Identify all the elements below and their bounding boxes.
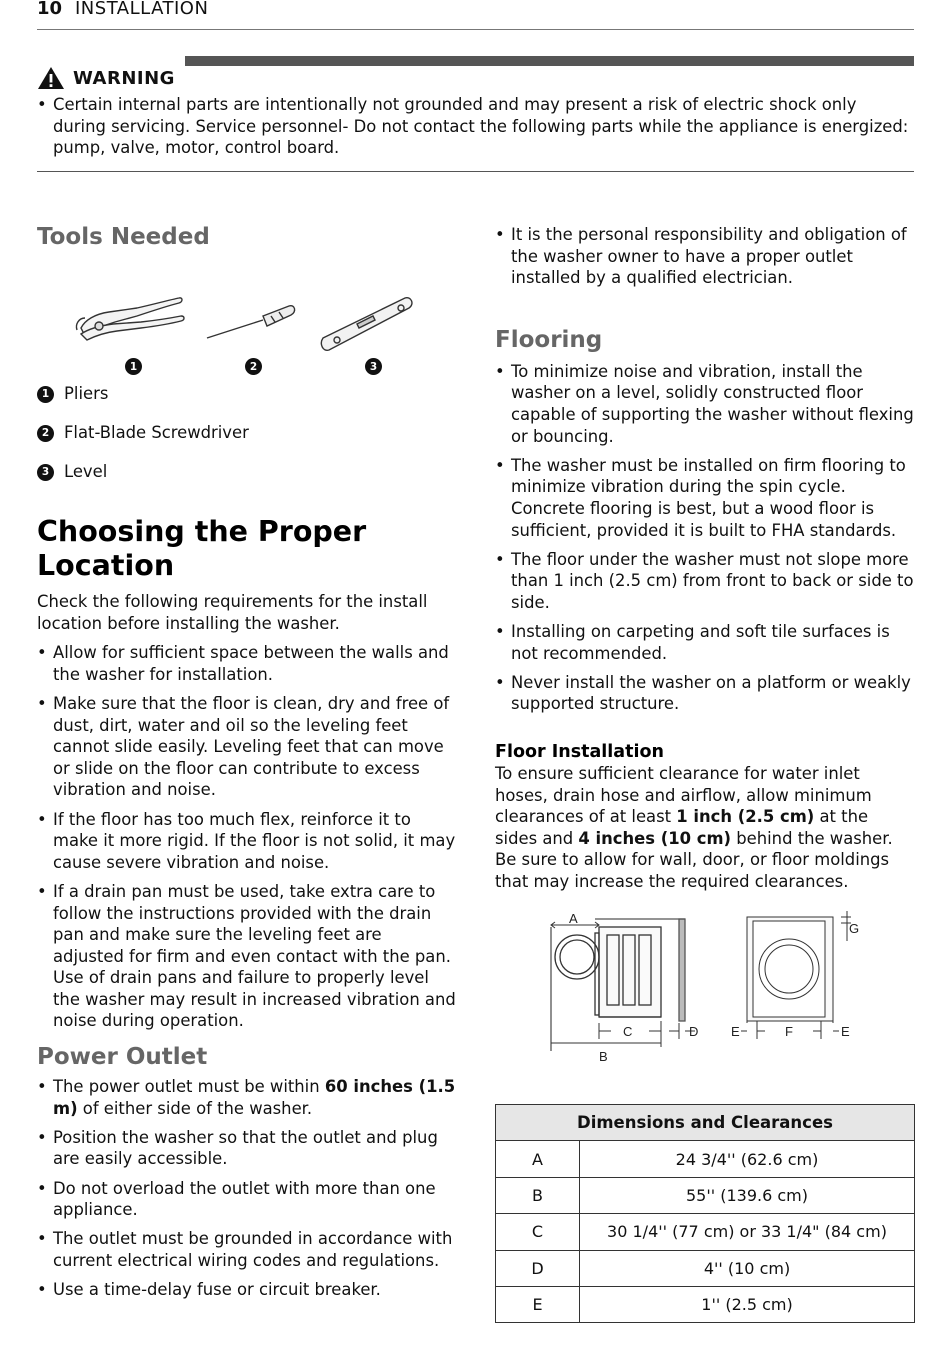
warning-triangle-icon xyxy=(37,66,65,90)
tools-title: Tools Needed xyxy=(37,224,210,250)
dimension-key: A xyxy=(496,1141,580,1177)
rear-clearance: 4 inches (10 cm) xyxy=(578,828,732,848)
power-bullet-text: of either side of the washer. xyxy=(77,1098,313,1118)
warning-label: WARNING xyxy=(73,67,175,89)
power-continued-list xyxy=(495,224,915,289)
label-b: B xyxy=(599,1048,608,1064)
flooring-bullet: • The washer must be installed on firm flooring to minimize vibration during the spin cycle. Concrete flooring is best, but a wood floor is sufficient, provided it is built to FHA standards. xyxy=(495,455,915,541)
dimension-lines xyxy=(551,911,851,1047)
location-list xyxy=(37,642,457,1032)
left-column xyxy=(37,222,457,1308)
tool-label: Level xyxy=(64,462,108,481)
tools-list xyxy=(37,383,457,483)
floor-install-text-part: behind the washer. Be sure to allow for wall, door, or floor moldings that may increase the required clearances. xyxy=(495,828,893,892)
location-bullet: • If the floor has too much flex, reinforce it to make it more rigid. If the floor is not solid, it may cause severe vibration and noise. xyxy=(37,809,457,874)
page-header xyxy=(37,0,914,30)
tool-item xyxy=(37,461,457,483)
level-icon xyxy=(321,298,412,351)
screwdriver-icon xyxy=(207,306,295,338)
dimension-value: 4'' (10 cm) xyxy=(580,1250,915,1286)
power-bullet: • Use a time-delay fuse or circuit breaker. xyxy=(37,1279,457,1301)
tool-item xyxy=(37,383,457,405)
label-c: C xyxy=(623,1023,633,1039)
page-number: 10 xyxy=(37,0,63,19)
dimension-value: 30 1/4'' (77 cm) or 33 1/4" (84 cm) xyxy=(580,1214,915,1250)
floor-install-text xyxy=(495,763,915,893)
tool-badge-2: 2 xyxy=(245,358,262,375)
flooring-bullet: • The floor under the washer must not slope more than 1 inch (2.5 cm) from front to back or side to side. xyxy=(495,549,915,614)
tool-item xyxy=(37,422,457,444)
label-g: G xyxy=(849,920,860,936)
flooring-list xyxy=(495,361,915,715)
dimension-key: C xyxy=(496,1214,580,1250)
flooring-title: Flooring xyxy=(495,326,603,353)
power-bullet: • Do not overload the outlet with more than one appliance. xyxy=(37,1178,457,1221)
dimension-value: 55'' (139.6 cm) xyxy=(580,1177,915,1213)
tool-number: 1 xyxy=(37,386,54,403)
table-row xyxy=(496,1286,915,1322)
floor-install-title: Floor Installation xyxy=(495,742,664,763)
warning-heading xyxy=(37,66,175,90)
dimension-key: E xyxy=(496,1286,580,1322)
location-bullet: • If a drain pan must be used, take extra care to follow the instructions provided with the drain pan and make sure the leveling feet are adjusted for firm and even contact with the pan. Use of drain pans and failure to properly level the washer may result in increased vibration and noise during operation. xyxy=(37,881,457,1032)
power-list xyxy=(37,1076,457,1301)
dimensions-table xyxy=(495,1104,915,1323)
location-bullet: • Allow for sufficient space between the walls and the washer for installation. xyxy=(37,642,457,685)
side-view-washer xyxy=(551,919,685,1051)
floor-install-text-part: To ensure sufficient clearance for water inlet hoses, drain hose and airflow, allow minimum clearances of at least xyxy=(495,764,872,827)
power-bullet-text: The power outlet must be within xyxy=(53,1077,325,1097)
floor-install-text-part: at the sides and xyxy=(495,807,869,848)
label-e2: E xyxy=(841,1023,850,1039)
location-bullet: • Make sure that the floor is clean, dry and free of dust, dirt, water and oil so the leveling feet cannot slide easily. Leveling feet that can move or slide on the floor can contribute to excess vibration and noise. xyxy=(37,693,457,801)
tool-label: Pliers xyxy=(64,384,109,403)
label-d: D xyxy=(689,1023,699,1039)
tool-badge-1: 1 xyxy=(125,358,142,375)
power-title: Power Outlet xyxy=(37,1044,208,1071)
power-bullet: • Position the washer so that the outlet and plug are easily accessible. xyxy=(37,1127,457,1170)
label-f: F xyxy=(785,1023,793,1039)
power-distance: 60 inches (1.5 m) xyxy=(53,1077,456,1118)
table-title: Dimensions and Clearances xyxy=(496,1105,915,1141)
flooring-bullet: • To minimize noise and vibration, install the washer on a level, solidly constructed floor capable of supporting the washer without flexing or bouncing. xyxy=(495,361,915,447)
power-bullet: • It is the personal responsibility and obligation of the washer owner to have a proper outlet installed by a qualified electrician. xyxy=(495,224,915,289)
warning-text: • Certain internal parts are intentionally not grounded and may present a risk of electric shock only during servicing. Service personnel- Do not contact the following parts while the appliance is energized: pump, valve, motor, control board. xyxy=(37,94,914,159)
warning-list xyxy=(37,94,914,166)
table-row xyxy=(496,1250,915,1286)
tool-number: 2 xyxy=(37,425,54,442)
warning-box xyxy=(37,56,914,172)
table-header-row xyxy=(496,1105,915,1141)
right-column xyxy=(495,224,915,1071)
location-intro: Check the following requirements for the install location before installing the washer. xyxy=(37,592,428,633)
label-e1: E xyxy=(731,1023,740,1039)
power-bullet: • The outlet must be grounded in accordance with current electrical wiring codes and regulations. xyxy=(37,1228,457,1271)
location-title: Choosing the Proper Location xyxy=(37,515,367,582)
power-bullet xyxy=(37,1076,457,1119)
dimension-value: 1'' (2.5 cm) xyxy=(580,1286,915,1322)
dimension-key: B xyxy=(496,1177,580,1213)
warning-bar xyxy=(185,56,914,66)
table-row xyxy=(496,1141,915,1177)
flooring-bullet: • Installing on carpeting and soft tile surfaces is not recommended. xyxy=(495,621,915,664)
tools-illustration xyxy=(37,258,457,373)
table-row xyxy=(496,1177,915,1213)
table-row xyxy=(496,1214,915,1250)
section-title: INSTALLATION xyxy=(75,0,209,19)
tool-badge-3: 3 xyxy=(365,358,382,375)
pliers-icon xyxy=(76,298,184,340)
side-clearance: 1 inch (2.5 cm) xyxy=(676,807,815,827)
label-a: A xyxy=(569,910,578,926)
dimension-value: 24 3/4'' (62.6 cm) xyxy=(580,1141,915,1177)
flooring-bullet: • Never install the washer on a platform or weakly supported structure. xyxy=(495,672,915,715)
tool-label: Flat-Blade Screwdriver xyxy=(64,423,249,442)
tool-number: 3 xyxy=(37,464,54,481)
dimension-key: D xyxy=(496,1250,580,1286)
clearance-diagram xyxy=(495,911,915,1071)
